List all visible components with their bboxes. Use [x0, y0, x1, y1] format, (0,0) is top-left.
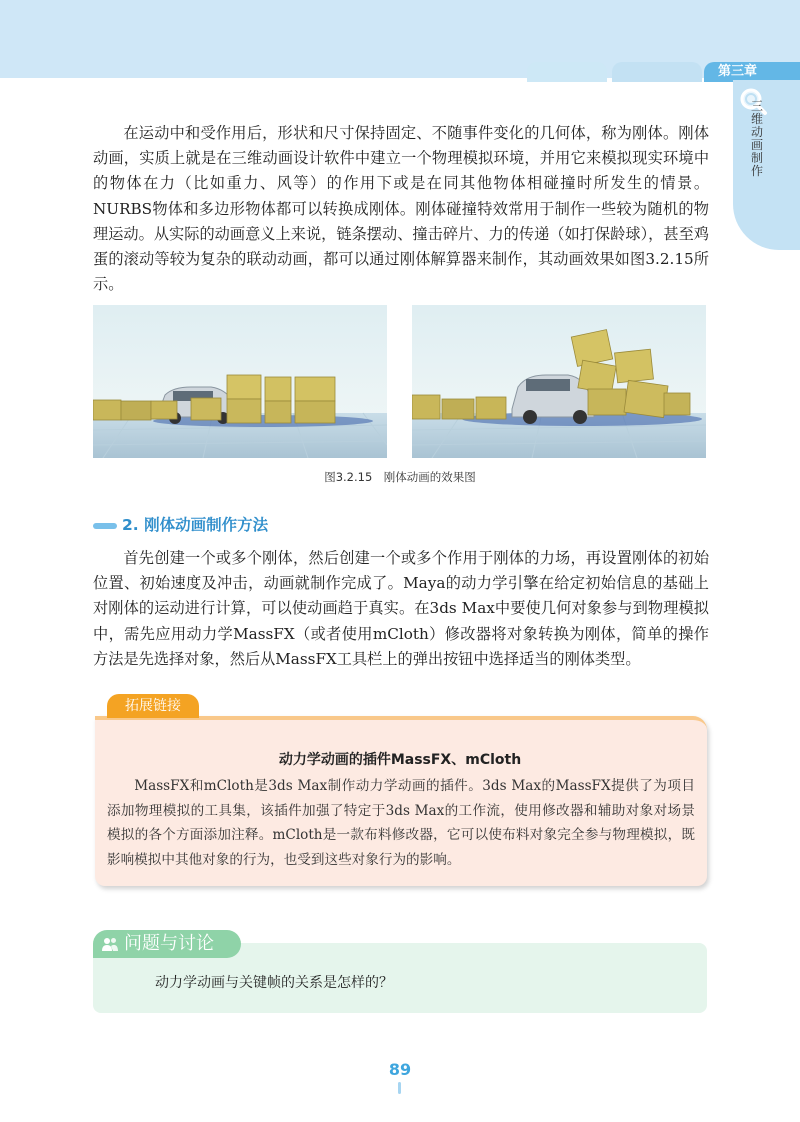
page-number: 89 — [388, 1060, 412, 1079]
discussion-label: 问题与讨论 — [124, 933, 214, 954]
header-tab-decor — [527, 62, 607, 82]
extension-body: MassFX和mCloth是3ds Max制作动力学动画的插件。3ds Max的MassFX提供了为项目添加物理模拟的工具集，该插件加强了特定于3ds Max的工作流，使用修改器和辅助对象对场景模拟的各个方面添加注释。mCloth是一款布料修改器，它可以使布料对象完全参与物理模拟，既影响模拟中其他对象的行为，也受到这些对象行为的影响。 — [107, 778, 695, 868]
extension-tab-label: 拓展链接 — [107, 694, 199, 718]
discussion-question: 动力学动画与关键帧的关系是怎样的？ — [155, 975, 393, 991]
section-paragraph: 首先创建一个或多个刚体，然后创建一个或多个作用于刚体的力场，再设置刚体的初始位置、初始速度及冲击，动画就制作完成了。Maya的动力学引擎在给定初始信息的基础上对刚体的运动进行计算，可以使动画趋于真实。在3ds Max中要使几何对象参与到物理模拟中，需先应用动力学MassFX（或者使用mCloth）修改器将对象转换为刚体，简单的操作方法是先选择对象，然后从MassFX工具栏上的弹出按钮中选择适当的刚体类型。 — [93, 549, 709, 668]
chapter-label: 第三章 — [704, 62, 800, 82]
header-tab-decor — [612, 62, 702, 82]
figure-caption: 图3.2.15 刚体动画的效果图 — [324, 470, 476, 484]
section-heading: 2. 刚体动画制作方法 — [122, 516, 269, 534]
figure-image-right — [412, 305, 706, 458]
page-number-decor — [398, 1082, 401, 1094]
people-icon — [101, 936, 119, 952]
side-chapter-title: 三维动画制作 — [751, 99, 764, 178]
intro-paragraph: 在运动中和受作用后，形状和尺寸保持固定、不随事件变化的几何体，称为刚体。刚体动画，实质上就是在三维动画设计软件中建立一个物理模拟环境，并用它来模拟现实环境中的物体在力（比如重力、风等）的作用下或是在同其他物体相碰撞时所发生的情景。NURBS物体和多边形物体都可以转换成刚体。刚体碰撞特效常用于制作一些较为随机的物理运动。从实际的动画意义上来说，链条摆动、撞击碎片、力的传递（如打保龄球），甚至鸡蛋的滚动等较为复杂的联动动画，都可以通过刚体解算器来制作，其动画效果如图3.2.15所示。 — [93, 124, 709, 294]
figure-image-left — [93, 305, 387, 458]
extension-title: 动力学动画的插件MassFX、mCloth — [278, 752, 522, 768]
section-heading-marker — [93, 523, 117, 529]
